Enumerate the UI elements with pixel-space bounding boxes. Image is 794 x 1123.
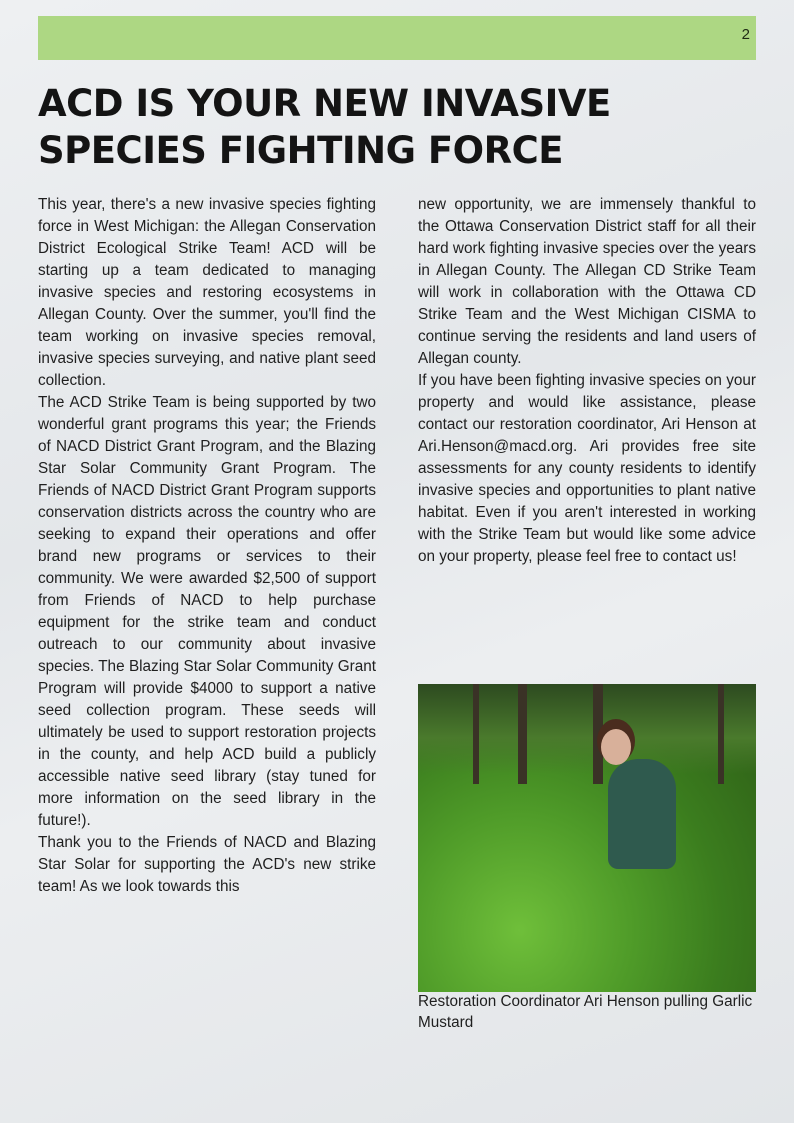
photo-trunk <box>473 684 479 784</box>
photo-trunk <box>718 684 724 784</box>
photo-person <box>608 759 676 869</box>
article-title: ACD IS YOUR NEW INVASIVE SPECIES FIGHTING FORCE <box>38 82 611 172</box>
photo-ari-henson <box>418 684 756 992</box>
paragraph: This year, there's a new invasive species fighting force in West Michigan: the Allegan Conservation District Ecological Strike Team! ACD will be starting up a team dedicated to managing invasive species and restoring ecosystems in Allegan County. Over the summer, you'll find the team working on invasive species removal, invasive species surveying, and native plant seed collection. <box>38 196 376 389</box>
photo-person-head <box>601 729 631 765</box>
right-column <box>418 194 756 568</box>
header-band <box>38 16 756 60</box>
photo-trunk <box>518 684 527 784</box>
photo-trunk <box>593 684 603 784</box>
photo-trees <box>418 684 756 774</box>
paragraph: If you have been fighting invasive species on your property and would like assistance, please contact our restoration coordinator, Ari Henson at Ari.Henson@macd.org. Ari provides free site assessments for any county residents to identify invasive species and opportunities to plant native habitat. Even if you aren't interested in working with the Strike Team but would like some advice on your property, please feel free to contact us! <box>418 372 756 565</box>
paragraph: Thank you to the Friends of NACD and Blazing Star Solar for supporting the ACD's new strike team! As we look towards this <box>38 834 376 895</box>
paragraph: The ACD Strike Team is being supported by two wonderful grant programs this year; the Friends of NACD District Grant Program, and the Blazing Star Solar Community Grant Program. The Friends of NACD District Grant Program supports conservation districts across the country who are seeking to expand their operations and offer brand new programs or services to their community. We were awarded $2,500 of support from Friends of NACD to help purchase equipment for the strike team and conduct outreach to our community about invasive species. The Blazing Star Solar Community Grant Program will provide $4000 to support a native seed collection program. These seeds will ultimately be used to support restoration projects in the county, and help ACD build a publicly accessible native seed library (stay tuned for more information on the seed library in the future!). <box>38 394 376 829</box>
page-number: 2 <box>741 26 750 43</box>
photo-caption: Restoration Coordinator Ari Henson pulling Garlic Mustard <box>418 993 753 1031</box>
left-column <box>38 194 376 898</box>
paragraph: new opportunity, we are immensely thankful to the Ottawa Conservation District staff for all their hard work fighting invasive species over the years in Allegan County. The Allegan CD Strike Team will work in collaboration with the Ottawa CD Strike Team and the West Michigan CISMA to continue serving the residents and land users of Allegan county. <box>418 196 756 367</box>
